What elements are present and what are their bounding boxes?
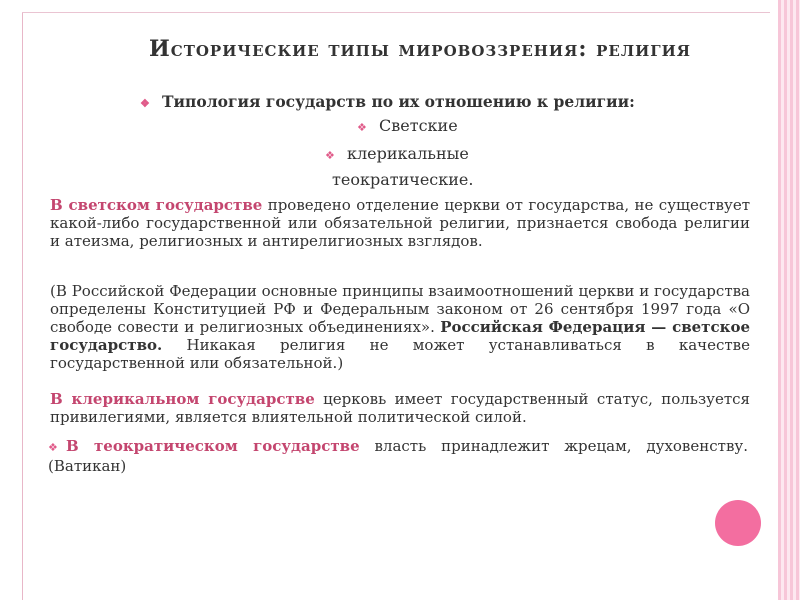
term-clerical-state: В клерикальном государстве (50, 390, 315, 408)
paragraph-russia: (В Российской Федерации основные принципы взаимоотношений церкви и государства определены Конституцией РФ и Федеральным законом от 26 сентября 1997 года «О свободе совести и религиозных объединениях». Российская Федерация — светское государство. Никакая религия не может устанавливаться в качестве государственной или обязательной.) (50, 282, 750, 372)
russia-secular-statement: Российская Федерация — светское государство. (50, 318, 750, 354)
frame-left-line (22, 12, 23, 600)
decorative-stripes (778, 0, 800, 600)
paragraph-secular: В светском государстве проведено отделение церкви от государства, не существует какой-либо государственной или обязательной религии, признается свобода религии и атеизма, религиозных и антирелигиозных взглядов. (50, 196, 750, 250)
bullet-icon: ❖ (357, 121, 367, 134)
type-clerical: ❖ клерикальные (325, 144, 469, 163)
term-theocratic-state: В теократическом государстве (66, 437, 360, 455)
frame-top-line (22, 12, 770, 13)
type-secular: ❖ Светские (357, 116, 458, 135)
bullet-icon: ❖ (325, 149, 335, 162)
paragraph-theocratic: ❖ В теократическом государстве власть принадлежит жрецам, духовенству. (Ватикан) (48, 437, 748, 475)
type-theocratic: теократические. (332, 170, 474, 189)
bullet-icon: ❖ (48, 441, 58, 454)
slide-title: Исторические типы мировоззрения: религия (148, 36, 692, 62)
decorative-circle (715, 500, 761, 546)
bullet-icon: ❖ (140, 97, 150, 110)
term-secular-state: В светском государстве (50, 196, 263, 214)
typology-heading: ❖ Типология государств по их отношению к религии: (140, 92, 635, 111)
paragraph-clerical: В клерикальном государстве церковь имеет государственный статус, пользуется привилегиями, является влиятельной политической силой. (50, 390, 750, 426)
